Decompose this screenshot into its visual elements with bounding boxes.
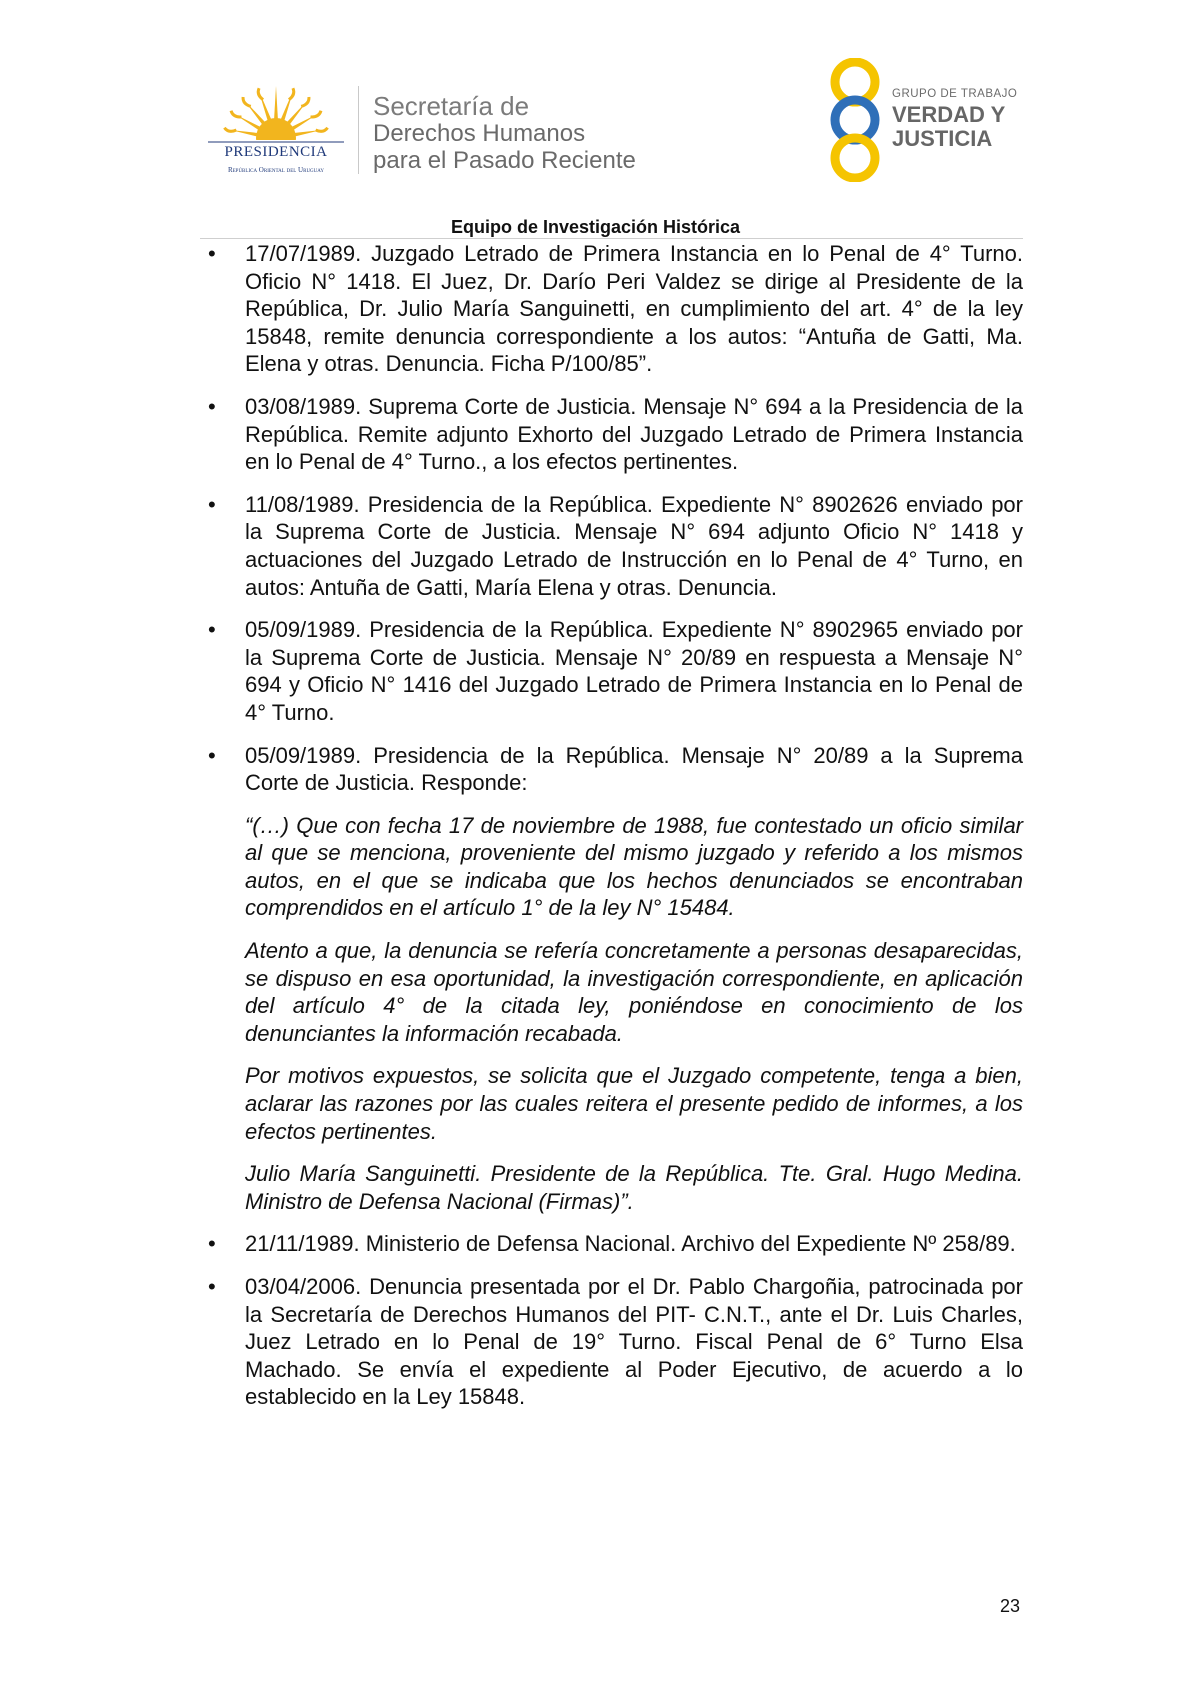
bullet: • xyxy=(208,742,216,768)
bullet: • xyxy=(208,241,216,266)
list-item xyxy=(200,240,1023,378)
page-number: 23 xyxy=(1000,1596,1021,1616)
entry-text: 11/08/1989. Presidencia de la República. Expediente N° 8902626 enviado por la Suprema Corte de Justicia. Mensaje N° 694 adjunto Oficio N° 1418 y actuaciones del Juzgado Letrado de Instrucción en lo Penal de 4° Turno, en autos: Antuña de Gatti, María Elena y otras. Denuncia. xyxy=(245,491,1023,600)
quote-paragraph: Julio María Sanguinetti. Presidente de la República. Tte. Gral. Hugo Medina. Ministro de Defensa Nacional (Firmas)”. xyxy=(245,1161,1023,1214)
quote-paragraph: “(…) Que con fecha 17 de noviembre de 1988, fue contestado un oficio similar al que se menciona, proveniente del mismo juzgado y referido a los mismos autos, en el que se indicaba que los hechos denunciados se encontraban comprendidos en el artículo 1° de la ley N° 15484. xyxy=(245,812,1023,921)
list-item xyxy=(200,491,1023,601)
secretaria-line-3: para el Pasado Reciente xyxy=(373,147,636,174)
logo-divider xyxy=(358,86,359,174)
bullet: • xyxy=(208,491,216,517)
bullet: • xyxy=(208,1231,216,1257)
entry-text: 03/04/2006. Denuncia presentada por el Dr. Pablo Chargoñia, patrocinada por la Secretaría de Derechos Humanos del PIT- C.N.T., ante el Dr. Luis Charles, Juez Letrado en lo Penal de 19° Turno. Fiscal Penal de 6° Turno Elsa Machado. Se envía el expediente al Poder Ejecutivo, de acuerdo a lo establecido en la Ley 15848. xyxy=(245,1274,1023,1410)
team-title: Equipo de Investigación Histórica xyxy=(450,217,741,237)
secretaria-line-1: Secretaría de xyxy=(373,91,530,121)
presidencia-logo xyxy=(196,80,356,180)
list-item xyxy=(200,1230,1023,1258)
presidencia-subtitle: República Oriental del Uruguay xyxy=(227,166,325,174)
list-item xyxy=(200,742,1023,797)
entry-text: 21/11/1989. Ministerio de Defensa Nacional. Archivo del Expediente Nº 258/89. xyxy=(245,1231,1016,1257)
grupo-line-3: JUSTICIA xyxy=(892,126,993,151)
quote-paragraph: Por motivos expuestos, se solicita que el Juzgado competente, tenga a bien, aclarar las razones por las cuales reitera el presente pedido de informes, a los efectos pertinentes. xyxy=(245,1063,1023,1144)
entry-text: 05/09/1989. Presidencia de la República. Expediente N° 8902965 enviado por la Suprema Corte de Justicia. Mensaje N° 20/89 en respuesta a Mensaje N° 694 y Oficio N° 1416 del Juzgado Letrado de Primera Instancia en lo Penal de 4° Turno. xyxy=(245,617,1023,725)
page-header xyxy=(0,0,1191,240)
list-item xyxy=(200,616,1023,726)
secretaria-line-2: Derechos Humanos xyxy=(373,120,586,147)
grupo-verdad-justicia-logo xyxy=(820,58,1030,182)
grupo-line-2: VERDAD Y xyxy=(892,102,1006,127)
sun-icon xyxy=(196,80,356,144)
bullet: • xyxy=(208,393,216,419)
grupo-line-1: GRUPO DE TRABAJO xyxy=(892,88,1018,100)
entry-text: 03/08/1989. Suprema Corte de Justicia. Mensaje N° 694 a la Presidencia de la República. Remite adjunto Exhorto del Juzgado Letrado de Primera Instancia en lo Penal de 4° Turno., a los efectos pertinentes. xyxy=(245,393,1023,475)
bullet: • xyxy=(208,617,216,643)
secretaria-logo xyxy=(373,92,636,174)
linked-rings-icon xyxy=(820,58,890,182)
document-body xyxy=(200,240,1023,1426)
presidencia-name: PRESIDENCIA xyxy=(224,144,328,160)
entry-text: 05/09/1989. Presidencia de la República. Mensaje N° 20/89 a la Suprema Corte de Justicia. Responde: xyxy=(245,742,1023,796)
list-item xyxy=(200,1273,1023,1411)
bullet: • xyxy=(208,1274,216,1299)
quote-paragraph: Atento a que, la denuncia se refería concretamente a personas desaparecidas, se dispuso en esa oportunidad, la investigación correspondiente, en aplicación del artículo 4° de la citada ley, poniéndose en conocimiento de los denunciantes la información recabada. xyxy=(245,938,1023,1046)
entry-text: 17/07/1989. Juzgado Letrado de Primera Instancia en lo Penal de 4° Turno. Oficio N° 1418. El Juez, Dr. Darío Peri Valdez se dirige al Presidente de la República, Dr. Julio María Sanguinetti, en cumplimiento del art. 4° de la ley 15848, remite denuncia correspondiente a los autos: “Antuña de Gatti, Ma. Elena y otras. Denuncia. Ficha P/100/85”. xyxy=(245,241,1023,377)
header-rule xyxy=(200,238,1023,239)
list-item xyxy=(200,393,1023,476)
